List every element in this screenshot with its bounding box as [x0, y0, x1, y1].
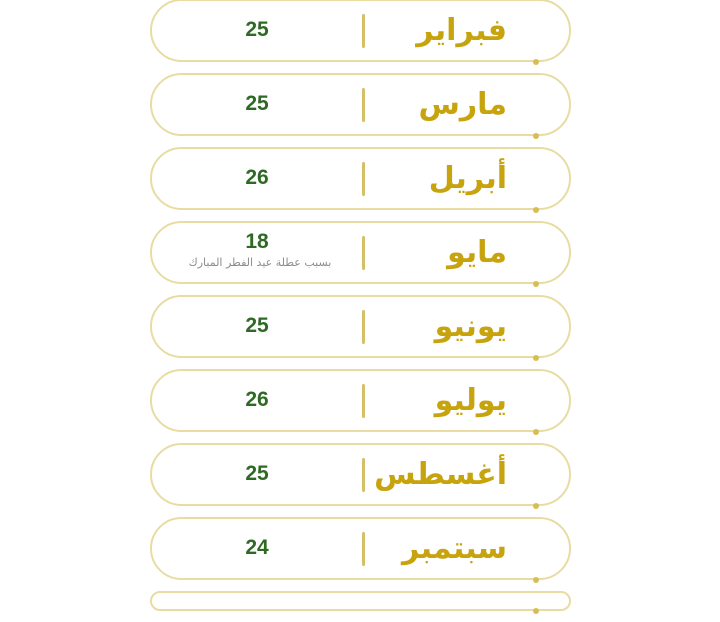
days-count: 26 — [245, 388, 269, 411]
row-divider — [362, 162, 365, 196]
month-row-april — [150, 147, 571, 210]
row-divider — [362, 236, 365, 270]
days-count: 25 — [245, 92, 269, 115]
month-row-june — [150, 295, 571, 358]
month-name: يونيو — [434, 309, 507, 344]
row-divider — [362, 532, 365, 566]
days-count: 25 — [245, 18, 269, 41]
holiday-note: بسبب عطلة عيد الفطر المبارك — [188, 256, 332, 269]
month-name: أبريل — [428, 161, 507, 196]
month-name: يوليو — [434, 383, 507, 418]
month-row-july — [150, 369, 571, 432]
month-days-list — [150, 0, 573, 622]
month-name: أغسطس — [374, 457, 507, 492]
row-divider — [362, 88, 365, 122]
month-row-may — [150, 221, 571, 284]
row-divider — [362, 310, 365, 344]
days-count: 24 — [245, 536, 269, 559]
month-row-august — [150, 443, 571, 506]
days-count: 25 — [245, 314, 269, 337]
month-name: مايو — [447, 235, 507, 270]
month-row-february — [150, 0, 571, 62]
days-count: 26 — [245, 166, 269, 189]
month-row-march — [150, 73, 571, 136]
month-name: فبراير — [416, 13, 507, 48]
month-row-partial — [150, 591, 571, 611]
row-divider — [362, 384, 365, 418]
days-count: 18 — [245, 230, 269, 253]
month-name: سبتمبر — [401, 531, 507, 566]
days-count: 25 — [245, 462, 269, 485]
month-name: مارس — [418, 87, 507, 122]
row-divider — [362, 458, 365, 492]
row-divider — [362, 14, 365, 48]
month-row-september — [150, 517, 571, 580]
